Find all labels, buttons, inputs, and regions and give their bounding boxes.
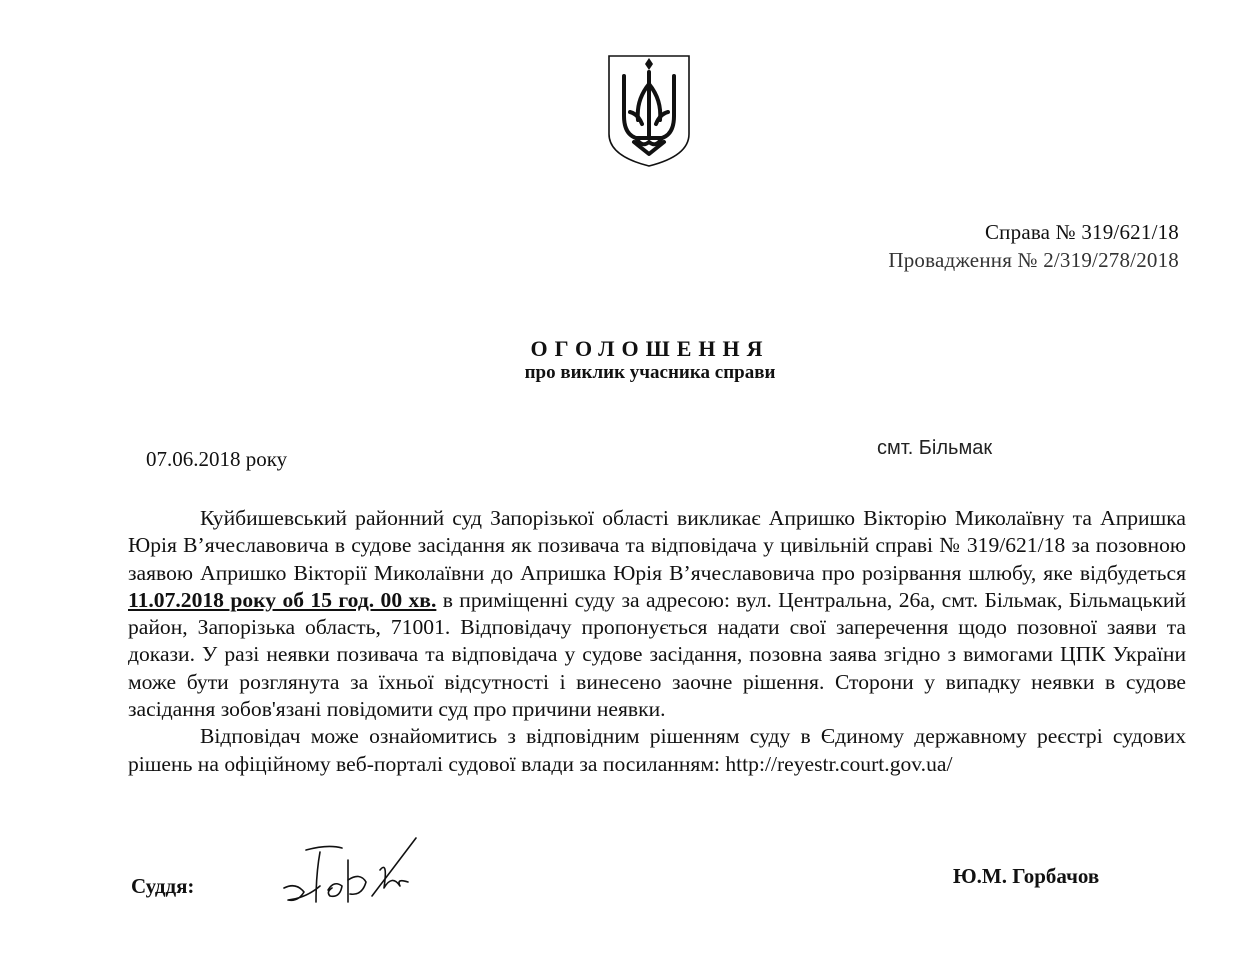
document-place: смт. Більмак — [877, 437, 993, 459]
proceeding-number: Провадження № 2/319/278/2018 — [888, 248, 1179, 272]
document-title: ОГОЛОШЕННЯ — [530, 336, 770, 361]
coat-of-arms-icon — [606, 54, 692, 168]
judge-name: Ю.М. Горбачов — [953, 864, 1100, 888]
judge-label: Суддя: — [131, 874, 195, 898]
document-date: 07.06.2018 року — [146, 447, 288, 471]
paragraph-main — [128, 505, 1186, 723]
case-number: Справа № 319/621/18 — [984, 220, 1179, 244]
hearing-datetime: 11.07.2018 року об 15 год. 00 хв. — [128, 587, 437, 612]
signature-icon — [276, 826, 446, 916]
paragraph-main-end: в приміщенні суду за адресою: вул. Центральна, 26а, смт. Більмак, Більмацький район, Запорізька область, 71001. Відповідачу пропонується надати свої заперечення щодо позовної заяви та докази. У разі неявки позивача та відповідача у судове засідання, позовна заява згідно з вимогами ЦПК України може бути розглянута за їхньої відсутності і винесено заочне рішення. Сторони у випадку неявки в судове засідання зобов'язані повідомити суд про причини неявки. — [128, 587, 1186, 722]
notice-body — [128, 505, 1186, 778]
paragraph-main-start: Куйбишевський районний суд Запорізької області викликає Апришко Вікторію Миколаївну та Апришка Юрія В’ячеславовича в судове засідання як позивача та відповідача у цивільній справі № 319/621/18 за позовною заявою Апришко Вікторії Миколаївни до Апришка Юрія В’ячеславовича про розірвання шлюбу, яке відбудеться — [128, 506, 1186, 585]
paragraph-registry: Відповідач може ознайомитись з відповідним рішенням суду в Єдиному державному реєстрі судових рішень на офіційному веб-порталі судової влади за посиланням: http://reyestr.court.gov.ua/ — [128, 724, 1186, 776]
document-subtitle: про виклик учасника справи — [524, 362, 776, 383]
